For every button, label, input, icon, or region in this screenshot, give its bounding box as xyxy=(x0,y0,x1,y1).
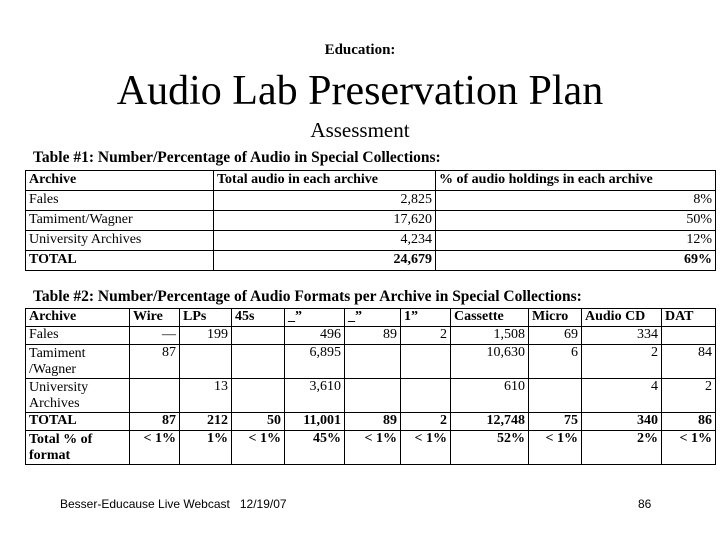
table-cell xyxy=(401,379,451,413)
table-cell: 86 xyxy=(662,413,716,431)
table-header-row xyxy=(26,309,716,327)
page-number: 86 xyxy=(638,497,652,511)
table-cell: 340 xyxy=(582,413,662,431)
audio-holdings-table xyxy=(25,170,716,271)
table-cell: 69% xyxy=(436,251,716,271)
header-cell: Wire xyxy=(130,309,180,327)
table-cell: 2% xyxy=(582,431,662,465)
header-cell: DAT xyxy=(662,309,716,327)
table-cell: < 1% xyxy=(232,431,285,465)
table-cell xyxy=(662,327,716,345)
table-cell: Tamiment /Wagner xyxy=(26,345,130,379)
table-cell: 6,895 xyxy=(285,345,345,379)
table-cell: 610 xyxy=(451,379,529,413)
table-cell: < 1% xyxy=(345,431,401,465)
slide-subtitle: Assessment xyxy=(310,118,410,142)
table-cell: 13 xyxy=(180,379,232,413)
slide-title: Audio Lab Preservation Plan xyxy=(116,68,604,114)
header-cell: _” xyxy=(345,309,401,327)
table-total-row xyxy=(26,413,716,431)
header-cell: _” xyxy=(285,309,345,327)
table-header-row xyxy=(26,171,716,191)
table-cell: 69 xyxy=(529,327,582,345)
table-cell: 1,508 xyxy=(451,327,529,345)
table-cell xyxy=(529,379,582,413)
table-cell xyxy=(130,379,180,413)
table-cell: 2 xyxy=(662,379,716,413)
table-cell xyxy=(345,345,401,379)
table-cell: University Archives xyxy=(26,379,130,413)
table-cell: 17,620 xyxy=(214,211,436,231)
table-cell: 334 xyxy=(582,327,662,345)
table-cell: 89 xyxy=(345,413,401,431)
slide-supertitle: Education: xyxy=(324,42,396,58)
table-cell: 50% xyxy=(436,211,716,231)
table-percent-row xyxy=(26,431,716,465)
table-cell: 212 xyxy=(180,413,232,431)
table-row xyxy=(26,211,716,231)
table-cell xyxy=(232,345,285,379)
table-cell: University Archives xyxy=(26,231,214,251)
table-cell: 1% xyxy=(180,431,232,465)
table-cell xyxy=(180,345,232,379)
header-cell: 1” xyxy=(401,309,451,327)
table-cell: 3,610 xyxy=(285,379,345,413)
table-cell: 87 xyxy=(130,345,180,379)
header-cell: Micro xyxy=(529,309,582,327)
table-cell: 45% xyxy=(285,431,345,465)
table-cell xyxy=(232,379,285,413)
table-cell: 8% xyxy=(436,191,716,211)
table-cell: 2,825 xyxy=(214,191,436,211)
table-cell: 12% xyxy=(436,231,716,251)
header-cell: Archive xyxy=(26,171,214,191)
header-cell: Cassette xyxy=(451,309,529,327)
table-cell: 2 xyxy=(582,345,662,379)
table-cell: < 1% xyxy=(662,431,716,465)
header-cell: Total audio in each archive xyxy=(214,171,436,191)
table-cell: 50 xyxy=(232,413,285,431)
table-cell: 24,679 xyxy=(214,251,436,271)
table1-caption: Table #1: Number/Percentage of Audio in Special Collections: xyxy=(33,149,441,166)
header-cell: Audio CD xyxy=(582,309,662,327)
table-cell: 4,234 xyxy=(214,231,436,251)
table-cell: TOTAL xyxy=(26,413,130,431)
table-cell: 12,748 xyxy=(451,413,529,431)
table-cell: 10,630 xyxy=(451,345,529,379)
header-cell: LPs xyxy=(180,309,232,327)
table-cell: 11,001 xyxy=(285,413,345,431)
table-cell: 75 xyxy=(529,413,582,431)
table-cell: 52% xyxy=(451,431,529,465)
table-cell: Fales xyxy=(26,327,130,345)
table-cell: < 1% xyxy=(529,431,582,465)
table-cell: 2 xyxy=(401,327,451,345)
table-cell: 199 xyxy=(180,327,232,345)
table-cell: Tamiment/Wagner xyxy=(26,211,214,231)
table-row xyxy=(26,231,716,251)
table-cell: TOTAL xyxy=(26,251,214,271)
table-cell: 496 xyxy=(285,327,345,345)
table-cell: — xyxy=(130,327,180,345)
header-cell: Archive xyxy=(26,309,130,327)
header-cell: 45s xyxy=(232,309,285,327)
table-cell: 84 xyxy=(662,345,716,379)
audio-formats-table xyxy=(25,308,716,465)
table-cell: 4 xyxy=(582,379,662,413)
table-row xyxy=(26,345,716,379)
table-cell: Total % of format xyxy=(26,431,130,465)
table-cell: 89 xyxy=(345,327,401,345)
header-cell: % of audio holdings in each archive xyxy=(436,171,716,191)
table-cell: < 1% xyxy=(401,431,451,465)
table-row xyxy=(26,327,716,345)
table-cell: < 1% xyxy=(130,431,180,465)
table-cell xyxy=(345,379,401,413)
table-cell: 2 xyxy=(401,413,451,431)
footer-credit: Besser-Educause Live Webcast 12/19/07 xyxy=(60,497,287,511)
table-cell xyxy=(401,345,451,379)
table-row xyxy=(26,379,716,413)
table-cell: 87 xyxy=(130,413,180,431)
table-cell xyxy=(232,327,285,345)
table-cell: 6 xyxy=(529,345,582,379)
table-cell: Fales xyxy=(26,191,214,211)
table-row xyxy=(26,191,716,211)
table2-caption: Table #2: Number/Percentage of Audio Formats per Archive in Special Collections: xyxy=(33,288,582,305)
table-total-row xyxy=(26,251,716,271)
